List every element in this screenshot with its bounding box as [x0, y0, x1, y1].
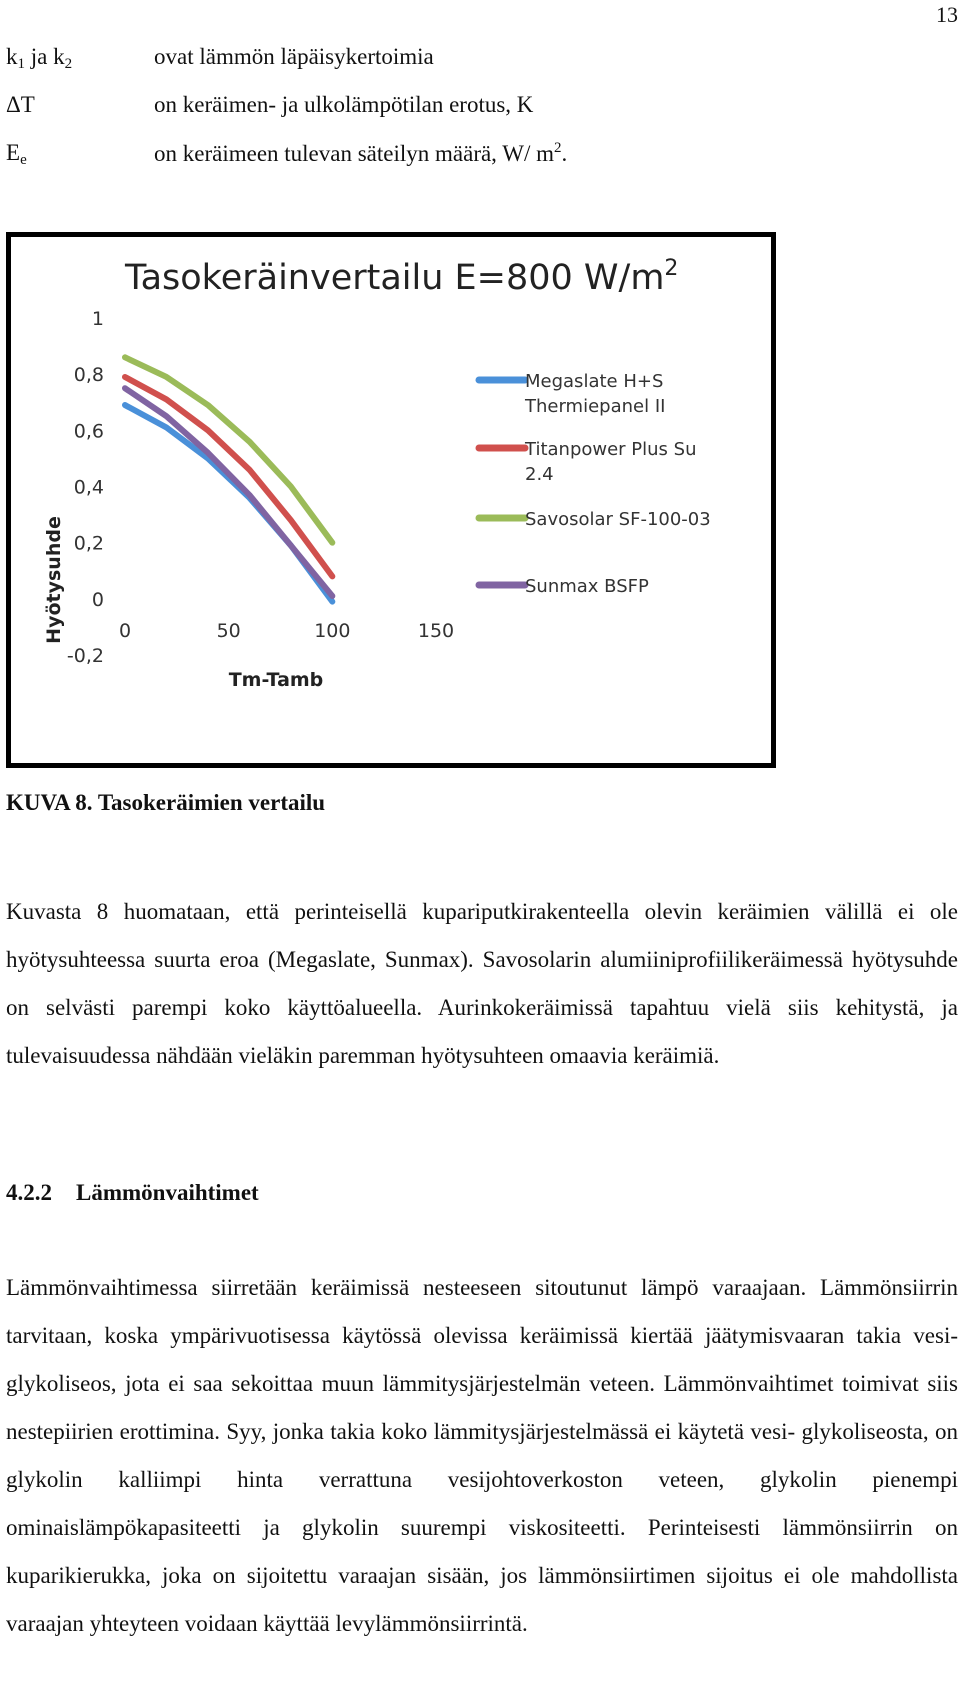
- legend-entry: Megaslate H+S Thermiepanel II: [525, 371, 666, 417]
- x-axis-label: Tm-Tamb: [228, 669, 324, 691]
- y-tick-label: -0,2: [66, 645, 104, 667]
- section-heading: [6, 1180, 259, 1206]
- section-number: 4.2.2: [6, 1180, 52, 1205]
- y-tick-label: 0,4: [73, 476, 104, 499]
- definition-description: on keräimen- ja ulkolämpötilan erotus, K: [154, 92, 534, 117]
- y-tick-label: 1: [91, 308, 104, 330]
- definition-row: [6, 140, 906, 188]
- legend: [479, 371, 711, 597]
- y-tick-label: 0,8: [73, 364, 104, 387]
- legend-entry: Sunmax BSFP: [525, 576, 649, 597]
- symbol-definitions: [6, 44, 906, 188]
- efficiency-chart: [6, 232, 776, 768]
- x-tick-label: 0: [118, 620, 132, 642]
- legend-entry: Titanpower Plus Su 2.4: [525, 439, 697, 485]
- term-connector: ja k: [25, 44, 65, 69]
- x-tick-label: 50: [216, 620, 241, 642]
- definition-term: [6, 44, 72, 73]
- x-tick-label: 100: [314, 620, 351, 642]
- x-tick-label: 150: [417, 620, 455, 642]
- term-subscript: 2: [64, 56, 73, 72]
- term-subscript: e: [20, 152, 27, 168]
- description-end: .: [561, 141, 568, 166]
- page-number: 13: [936, 2, 958, 27]
- chart-svg: [11, 237, 771, 763]
- term-symbol: E: [6, 140, 21, 165]
- term-subscript: 1: [17, 56, 25, 72]
- definition-term: ΔT: [6, 92, 35, 117]
- chart-title: Tasokeräinvertailu E=800 $W/m^2$: [125, 256, 679, 298]
- term-symbol: k: [6, 44, 18, 69]
- figure-caption: KUVA 8. Tasokeräimien vertailu: [6, 790, 326, 815]
- y-tick-label: 0: [91, 588, 104, 611]
- body-paragraph: Lämmönvaihtimessa siirretään keräimissä nesteeseen sitoutunut lämpö varaajaan. Lämmönsiirrin tarvitaan, koska ympärivuotisessa käytössä olevissa keräimissä kiertää jäätymisvaaran takia vesi-glykoliseos, jota ei saa sekoittaa muun lämmitysjärjestelmän veteen. Lämmönvaihtimet toimivat siis nestepiirien erottimina. Syy, jonka takia koko lämmitysjärjestelmässä ei käytetä vesi- glykoliseosta, on glykolin kalliimpi hinta verrattuna vesijohtoverkoston veteen, glykolin pienempi ominaislämpökapasiteetti ja glykolin suurempi viskositeetti. Perinteisesti lämmönsiirrin on kuparikierukka, joka on sijoitettu varaajan sisään, jos lämmönsiirtimen sijoitus ei ole mahdollista varaajan yhteyteen voidaan käyttää levylämmönsiirrintä.: [6, 1275, 958, 1636]
- body-paragraph: Kuvasta 8 huomataan, että perinteisellä kupariputkirakenteella olevin keräimien välillä ei ole hyötysuhteessa suurta eroa (Megaslate, Sunmax). Savosolarin alumiiniprofiilikeräimessä hyötysuhde on selvästi parempi koko käyttöalueella. Aurinkokeräimissä tapahtuu vielä siis kehitystä, ja tulevaisuudessa nähdään vieläkin paremman hyötysuhteen omaavia keräimiä.: [6, 899, 958, 1068]
- legend-entry: Savosolar SF-100-03: [525, 509, 711, 530]
- series-lines: [125, 357, 332, 601]
- chart-title-superscript: 2: [664, 256, 679, 281]
- description-superscript: 2: [554, 140, 562, 156]
- definition-row: [6, 44, 906, 92]
- section-title: Lämmönvaihtimet: [76, 1180, 259, 1205]
- description-text: on keräimeen tulevan säteilyn määrä, W/ m: [154, 141, 555, 166]
- y-tick-label: 0,2: [73, 532, 104, 555]
- definition-description: ovat lämmön läpäisykertoimia: [154, 44, 434, 69]
- definition-term: [6, 140, 27, 169]
- y-tick-label: 0,6: [73, 420, 104, 443]
- y-tick-labels: [67, 308, 104, 667]
- definition-description: [154, 140, 567, 167]
- definition-row: [6, 92, 906, 140]
- x-tick-labels: [119, 620, 454, 642]
- y-axis-label: Hyötysuhde: [43, 516, 65, 644]
